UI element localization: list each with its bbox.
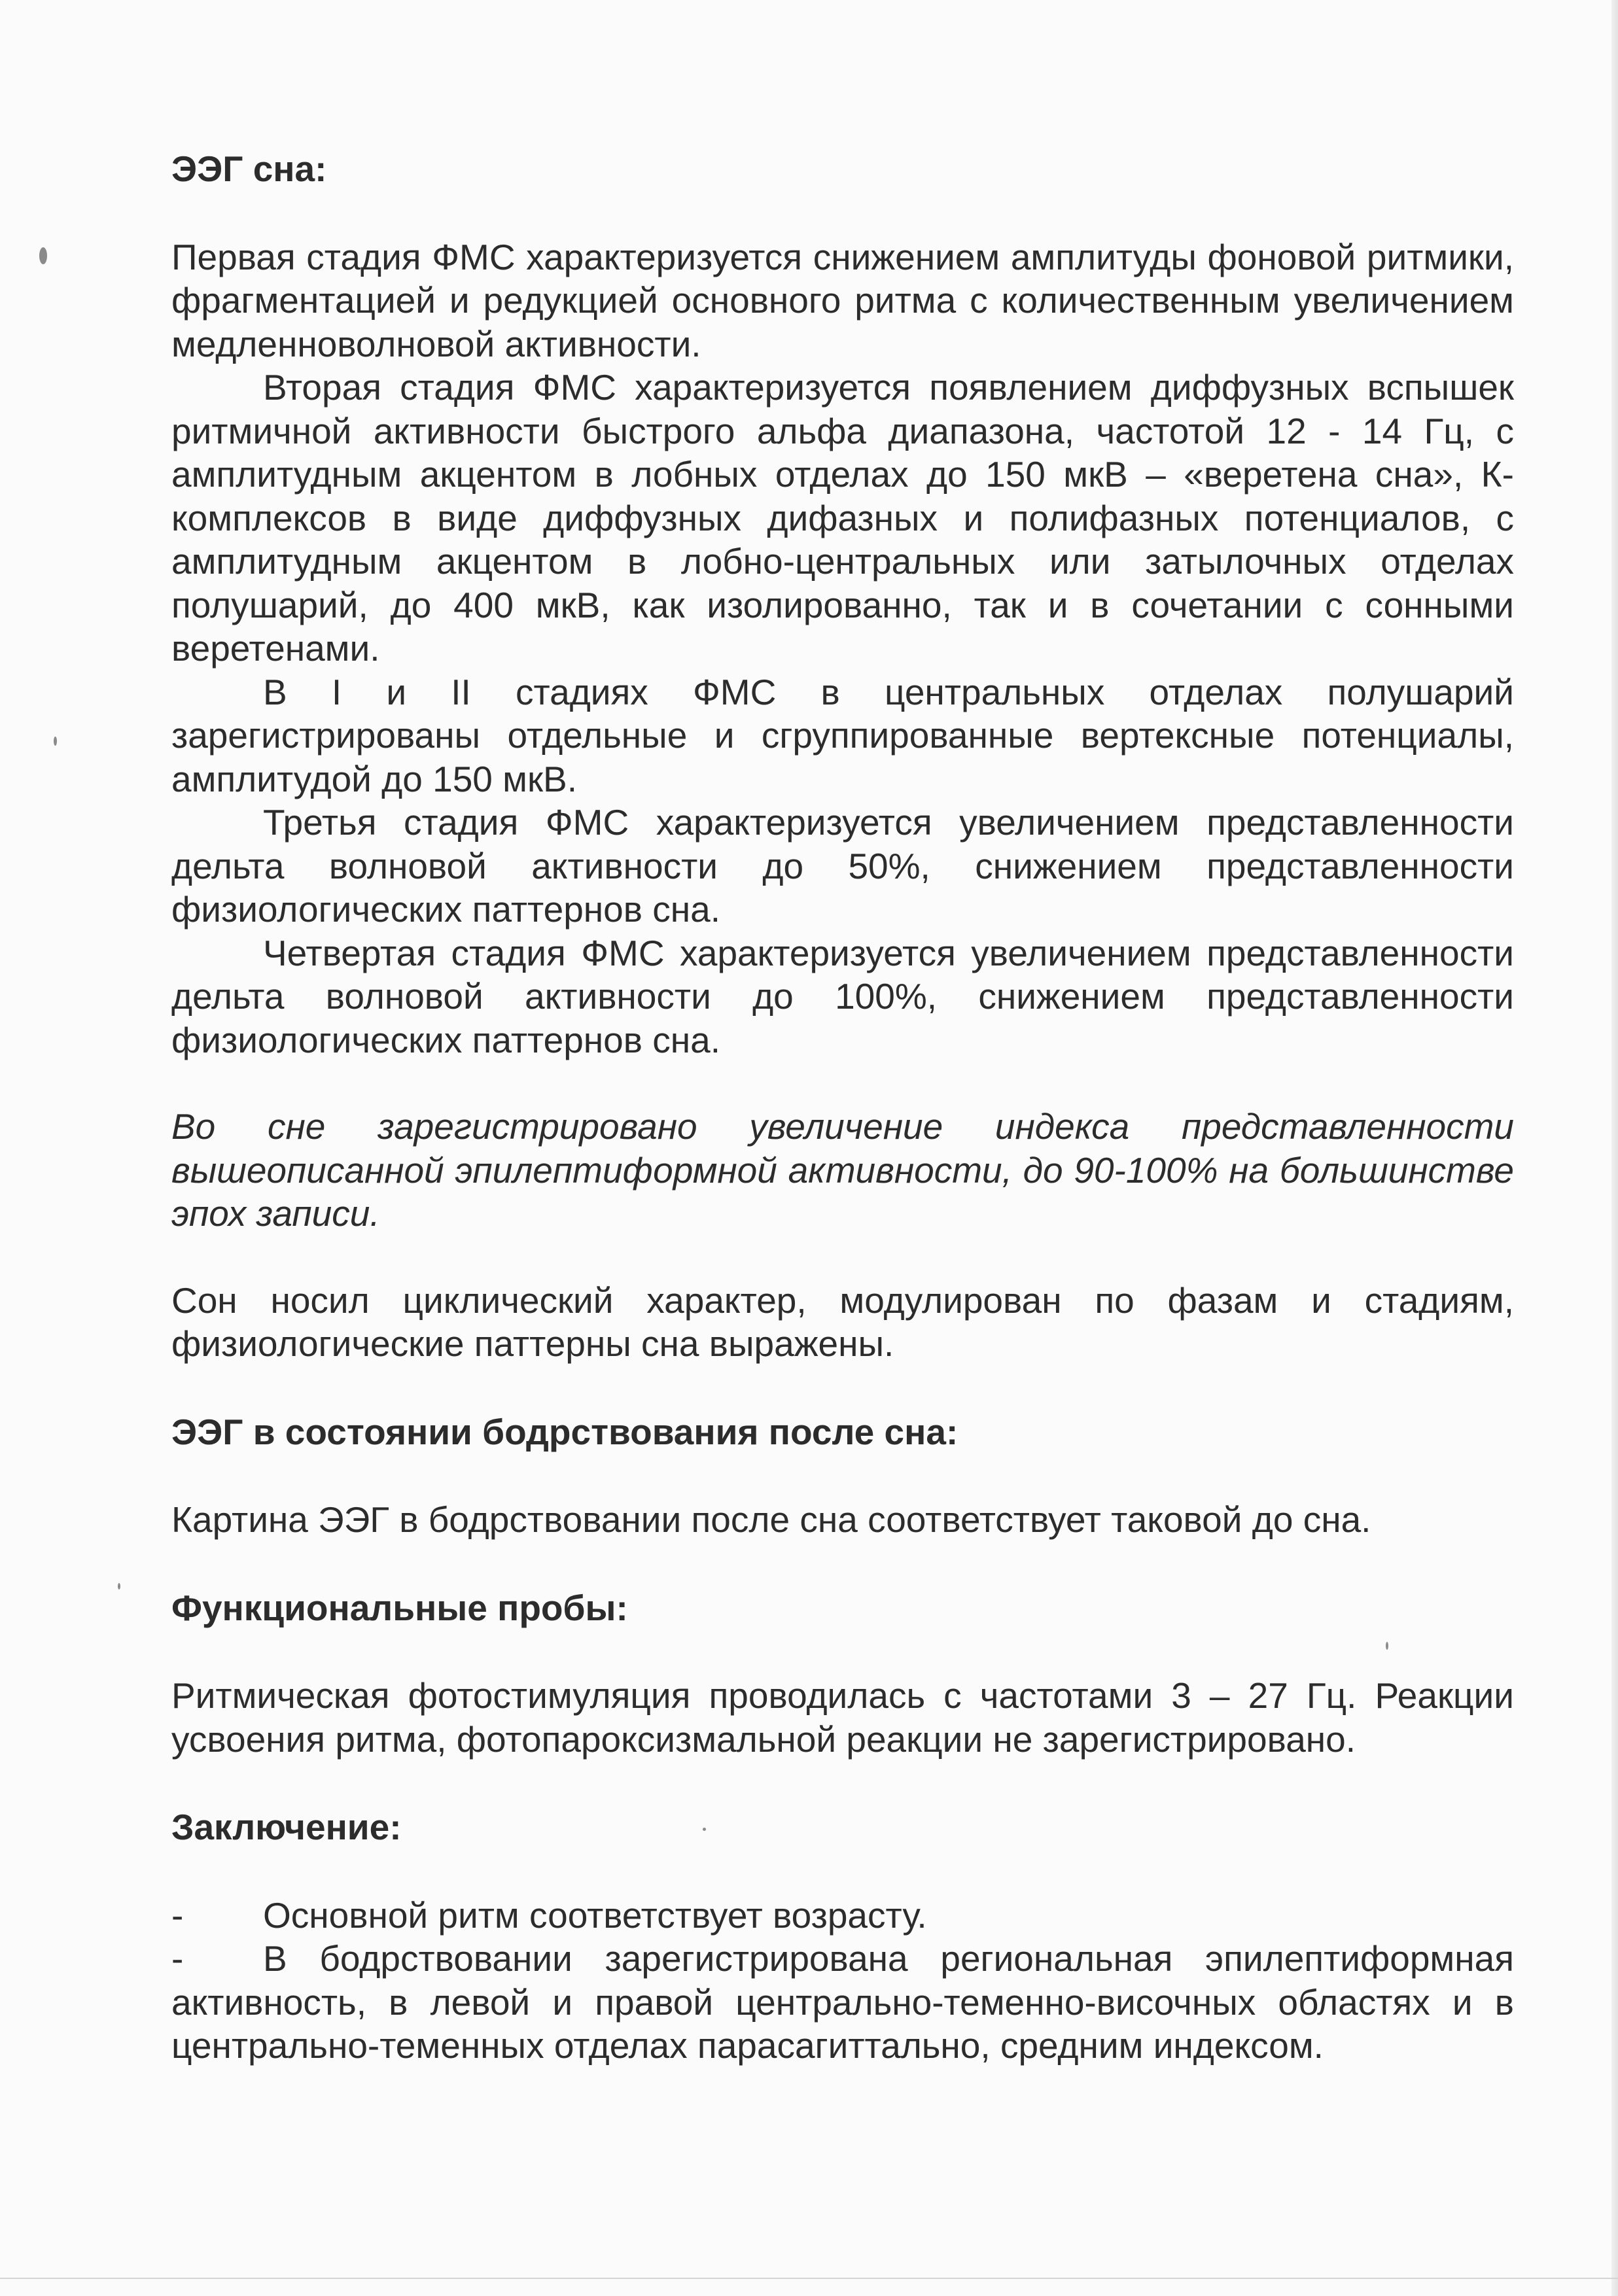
- scan-speck: [118, 1583, 120, 1590]
- paragraph-stage-2: Вторая стадия ФМС характеризуется появлением диффузных вспышек ритмичной активности быстрого альфа диапазона, частотой 12 - 14 Гц, с амплитудным акцентом в лобных отделах до 150 мкВ – «веретена сна», К-комплексов в виде диффузных дифазных и полифазных потенциалов, с амплитудным акцентом в лобно-центральных или затылочных отделах полушарий, до 400 мкВ, как изолированно, так и в сочетании с сонными веретенами.: [171, 367, 1514, 669]
- paragraph-sleep-cycle: Сон носил циклический характер, модулирован по фазам и стадиям, физиологические паттерны сна выражены.: [171, 1279, 1514, 1364]
- spacer: [171, 1366, 1514, 1410]
- conclusion-item: [171, 1937, 1514, 2068]
- section-heading-conclusion: Заключение:: [171, 1807, 402, 1847]
- list-dash: -: [171, 1894, 184, 1936]
- paragraph-stage-1: Первая стадия ФМС характеризуется снижением амплитуды фоновой ритмики, фрагментацией и редукцией основного ритма с количественным увеличением медленноволновой активности.: [171, 236, 1514, 364]
- spacer: [171, 1062, 1514, 1105]
- conclusion-item-text: В бодрствовании зарегистрирована региональная эпилептиформная активность, в левой и правой центрально-теменно-височных областях и в центрально-теменных отделах парасагиттально, средним индексом.: [171, 1938, 1514, 2066]
- scan-speck: [39, 247, 47, 264]
- list-dash: -: [171, 1938, 184, 1979]
- section-heading-functional-tests: Функциональные пробы:: [171, 1587, 628, 1628]
- paragraph-stage-4: Четвертая стадия ФМС характеризуется увеличением представленности дельта волновой активности до 100%, снижением представленности физиологических паттернов сна.: [171, 932, 1514, 1060]
- spacer: [171, 1453, 1514, 1498]
- scan-edge-shadow: [1611, 0, 1618, 2296]
- paragraph-epileptiform-note: Во сне зарегистрировано увеличение индекса представленности вышеописанной эпилептиформной активности, до 90-100% на большинстве эпох записи.: [171, 1106, 1514, 1234]
- conclusion-item: [171, 1894, 1514, 1938]
- spacer: [171, 1761, 1514, 1805]
- conclusion-item-text: Основной ритм соответствует возрасту.: [263, 1894, 927, 1936]
- section-heading-sleep-eeg: ЭЭГ сна:: [171, 148, 327, 189]
- spacer: [171, 1849, 1514, 1894]
- paragraph-stage-3: Третья стадия ФМС характеризуется увеличением представленности дельта волновой активности до 50%, снижением представленности физиологических паттернов сна.: [171, 802, 1514, 930]
- paragraph-stages-1-2: В I и II стадиях ФМС в центральных отделах полушарий зарегистрированы отдельные и сгруппированные вертексные потенциалы, амплитудой до 150 мкВ.: [171, 671, 1514, 799]
- spacer: [171, 1542, 1514, 1586]
- paragraph-photostimulation: Ритмическая фотостимуляция проводилась с частотами 3 – 27 Гц. Реакции усвоения ритма, фотопароксизмальной реакции не зарегистрировано.: [171, 1675, 1514, 1760]
- page-bottom-rule: [0, 2278, 1618, 2279]
- spacer: [171, 191, 1514, 235]
- scan-speck: [54, 737, 57, 746]
- spacer: [171, 1236, 1514, 1279]
- document-page: [171, 147, 1514, 2068]
- section-heading-after-sleep: ЭЭГ в состоянии бодрствования после сна:: [171, 1411, 958, 1452]
- paragraph-after-sleep: Картина ЭЭГ в бодрствовании после сна соответствует таковой до сна.: [171, 1499, 1371, 1540]
- spacer: [171, 1629, 1514, 1674]
